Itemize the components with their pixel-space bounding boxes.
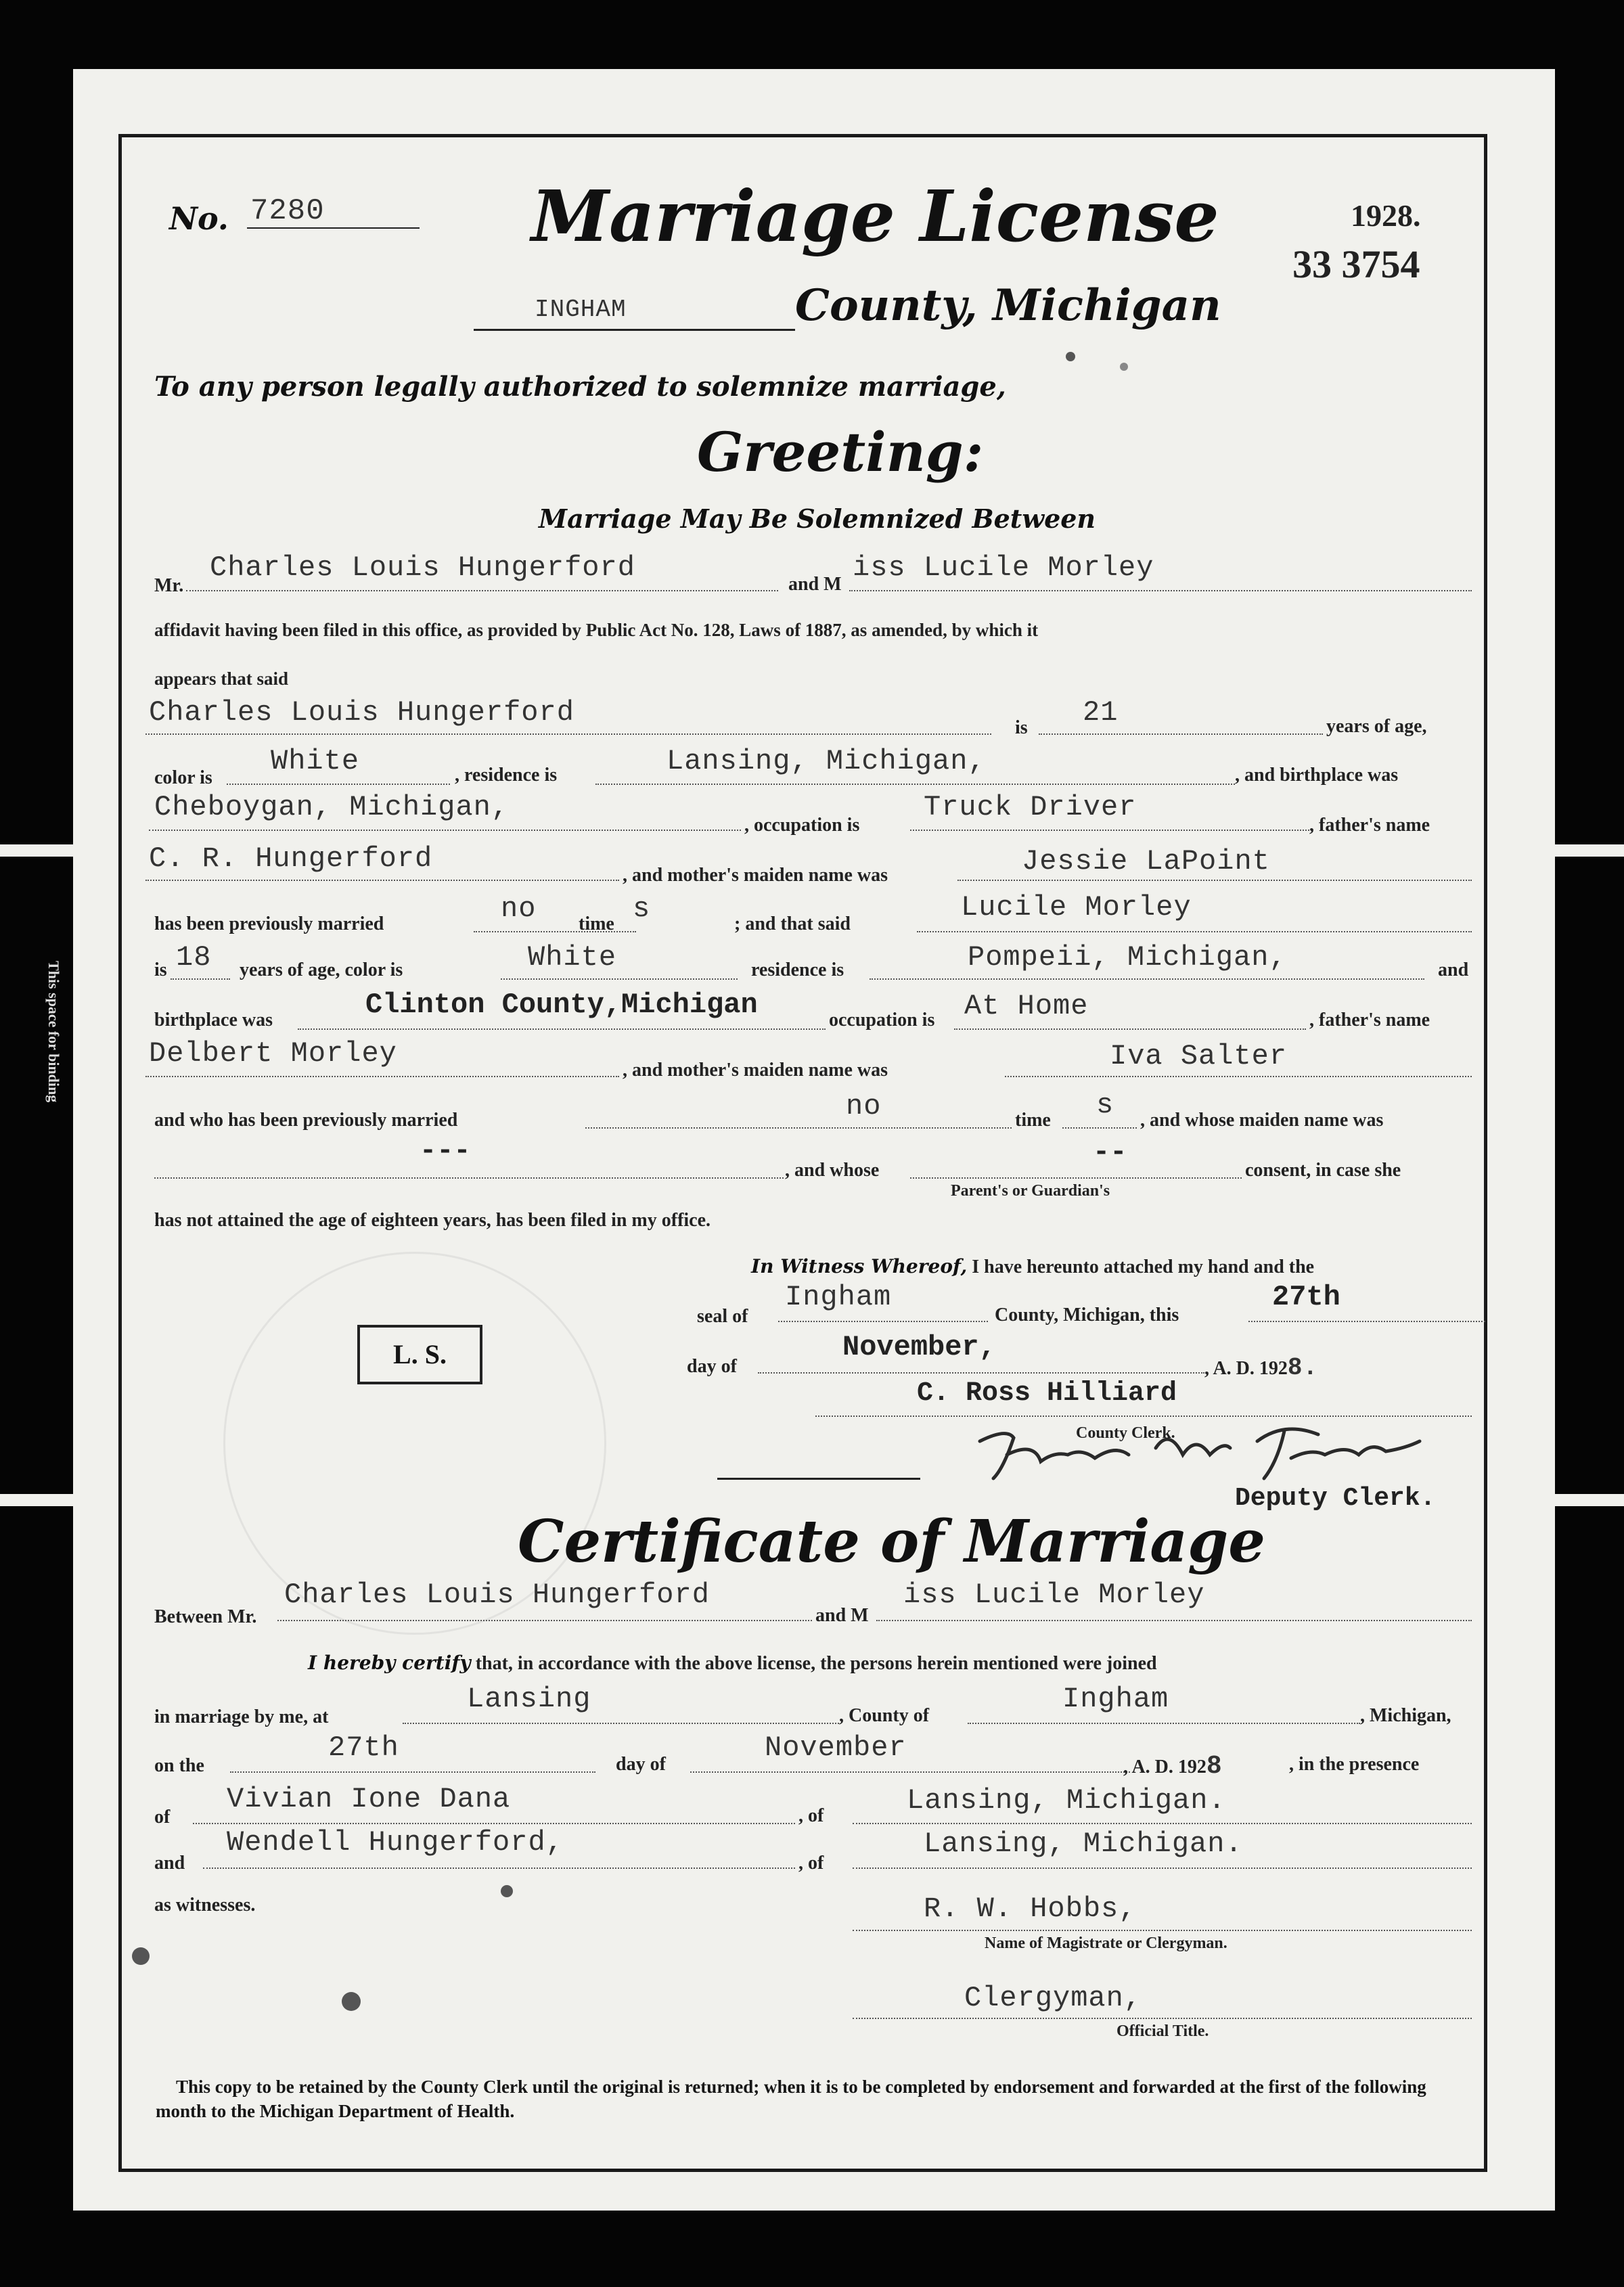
is-label: is [1015, 717, 1028, 738]
bride-mother-label: , and mother's maiden name was [623, 1060, 888, 1081]
bride-occupation-label: occupation is [829, 1010, 935, 1031]
of2-label: , of [798, 1805, 824, 1826]
groom-occupation: Truck Driver [924, 791, 1137, 823]
in-marriage-label: in marriage by me, at [154, 1706, 329, 1727]
county-value: INGHAM [535, 296, 627, 323]
bride-and-label: and [1438, 959, 1469, 980]
years-label: years of age, [1326, 716, 1427, 737]
cert-ad-year [1123, 1754, 1223, 1780]
said-label: ; and that said [734, 913, 851, 934]
solemnized-heading: Marriage May Be Solemnized Between [539, 503, 1096, 534]
address-line: To any person legally authorized to solemnize marriage, [154, 371, 1006, 403]
bride-occupation: At Home [964, 990, 1089, 1022]
birthplace-label: , and birthplace was [1235, 765, 1399, 786]
county-michigan-this: County, Michigan, this [995, 1305, 1179, 1326]
groom-age: 21 [1083, 696, 1119, 729]
cert-bride: iss Lucile Morley [903, 1579, 1205, 1611]
witness-line [751, 1257, 1314, 1277]
left-edge-bar-lower [0, 1494, 73, 1506]
bride-father: Delbert Morley [149, 1037, 397, 1070]
footer-note: This copy to be retained by the County Clerk until the original is returned; when it is to be completed by endorsement and forwarded at the first of the following month to the Michigan Department of Health. [156, 2077, 1426, 2122]
witness2-place: Lansing, Michigan. [924, 1828, 1243, 1860]
of3-label: , of [798, 1853, 824, 1874]
bride-prev-label: and who has been previously married [154, 1110, 458, 1131]
punch-hole [342, 1992, 361, 2011]
bride-mother: Iva Salter [1110, 1040, 1288, 1072]
guardian-label: Parent's or Guardian's [951, 1182, 1110, 1200]
witness-intro: In Witness Whereof, [751, 1255, 968, 1277]
witness-ad-label: , A. D. 192 [1204, 1358, 1288, 1379]
bride-time-label: time [1015, 1110, 1051, 1131]
mr-label: Mr. [154, 575, 184, 596]
right-edge-bar-lower [1555, 1494, 1624, 1506]
document-title: Marriage License [531, 175, 1219, 258]
cert-county: Ingham [1062, 1683, 1169, 1715]
witness1-name: Vivian Ione Dana [227, 1783, 511, 1815]
occupation-label: , occupation is [744, 815, 860, 836]
cert-and-m: and M [815, 1605, 869, 1626]
license-no-label: No. [169, 200, 229, 237]
times-label: time [579, 913, 614, 934]
witness1-place: Lansing, Michigan. [907, 1784, 1226, 1817]
witness-month: November, [842, 1331, 996, 1363]
bride-name: iss Lucile Morley [853, 551, 1154, 584]
ls-box: L. S. [357, 1325, 482, 1384]
groom-birthplace: Cheboygan, Michigan, [154, 791, 510, 823]
county-of-label: , County of [839, 1705, 930, 1726]
left-edge-bar [0, 844, 73, 857]
certificate-title: Certificate of Marriage [518, 1508, 1265, 1576]
residence-label: , residence is [455, 765, 558, 786]
certify-intro: I hereby certify [308, 1652, 471, 1674]
of-label: of [154, 1807, 171, 1828]
consent-value: -- [1093, 1136, 1127, 1169]
groom-father: C. R. Hungerford [149, 842, 433, 875]
witness-ad-year [1204, 1356, 1318, 1380]
attained-text: has not attained the age of eighteen years, has been filed in my office. [154, 1210, 711, 1231]
bride-father-label: , father's name [1309, 1010, 1430, 1031]
on-the-label: on the [154, 1755, 204, 1776]
cert-year: 8 [1206, 1752, 1223, 1781]
witness2-name: Wendell Hungerford, [227, 1826, 564, 1859]
groom-name: Charles Louis Hungerford [210, 551, 635, 584]
bride-birthplace: Clinton County,Michigan [365, 989, 758, 1021]
officiant-name: R. W. Hobbs, [924, 1893, 1137, 1925]
embossed-seal [223, 1252, 606, 1635]
groom-prev-married: no [501, 892, 537, 925]
year-prefix: 1928. [1351, 198, 1421, 233]
bride-birthplace-label: birthplace was [154, 1010, 273, 1031]
consent-label: consent, in case she [1245, 1160, 1401, 1181]
official-title-value: Clergyman, [964, 1982, 1142, 2014]
times-suffix: s [633, 892, 651, 925]
bride-maiden: --- [420, 1135, 471, 1167]
groom-color: White [271, 745, 360, 777]
as-witnesses: as witnesses. [154, 1895, 256, 1916]
license-no-value: 7280 [250, 194, 325, 228]
and-m-label: and M [788, 574, 842, 595]
clerk-label: County Clerk. [1076, 1424, 1175, 1442]
seal-of-label: seal of [697, 1306, 748, 1327]
cert-groom: Charles Louis Hungerford [284, 1579, 710, 1611]
officiant-label: Name of Magistrate or Clergyman. [985, 1934, 1227, 1952]
year-suffix: 8. [1397, 198, 1421, 233]
cert-place: Lansing [467, 1683, 591, 1715]
greeting-heading: Greeting: [697, 420, 984, 484]
appears-text: appears that said [154, 669, 289, 689]
cert-day: 27th [328, 1731, 399, 1764]
deputy-label: Deputy Clerk. [1235, 1484, 1436, 1513]
presence-label: , in the presence [1289, 1754, 1420, 1775]
father-label: , father's name [1309, 815, 1430, 836]
punch-hole [501, 1885, 513, 1897]
groom-mother: Jessie LaPoint [1022, 845, 1270, 878]
mother-label: , and mother's maiden name was [623, 865, 888, 886]
cert-ad-label: , A. D. 192 [1123, 1757, 1206, 1777]
punch-hole [1066, 352, 1075, 361]
county-heading: County, Michigan [795, 280, 1221, 331]
witness-year: 8. [1287, 1354, 1319, 1382]
punch-hole [132, 1947, 150, 1965]
bride-age: 18 [176, 941, 212, 974]
and-label: and [154, 1853, 185, 1874]
punch-hole [1120, 363, 1128, 371]
bride-is-label: is [154, 959, 167, 980]
certify-line [308, 1654, 1157, 1673]
reference-number: 33 3754 [1292, 242, 1420, 286]
between-mr-label: Between Mr. [154, 1606, 257, 1627]
deputy-signature [966, 1414, 1440, 1489]
bride-time-suffix: s [1096, 1089, 1114, 1121]
maiden-label: , and whose maiden name was [1140, 1110, 1384, 1131]
bride-prev-married: no [846, 1090, 882, 1123]
binding-note: This space for binding [45, 961, 62, 1103]
day-of-cert-label: day of [616, 1754, 666, 1775]
bride-name-repeat: Lucile Morley [961, 891, 1192, 924]
witness-county: Ingham [785, 1281, 892, 1313]
clerk-name: C. Ross Hilliard [917, 1378, 1177, 1409]
right-edge-bar [1555, 844, 1624, 857]
bride-residence-label: residence is [751, 959, 844, 980]
whose-label: , and whose [785, 1160, 880, 1181]
official-title-label: Official Title. [1116, 2022, 1209, 2040]
bride-residence: Pompeii, Michigan, [968, 941, 1287, 974]
witness-text: I have hereunto attached my hand and the [972, 1256, 1315, 1277]
bride-color: White [528, 941, 617, 974]
day-of-label: day of [687, 1356, 737, 1377]
bride-years-label: years of age, color is [240, 959, 403, 980]
groom-full-name: Charles Louis Hungerford [149, 696, 574, 729]
witness-day: 27th [1272, 1281, 1340, 1313]
cert-month: November [765, 1731, 907, 1764]
groom-residence: Lansing, Michigan, [667, 745, 986, 777]
prev-married-label: has been previously married [154, 913, 384, 934]
color-label: color is [154, 767, 212, 788]
affidavit-text: affidavit having been filed in this office, as provided by Public Act No. 128, Laws of 1887, as amended, by which it [154, 620, 1039, 640]
certify-text: that, in accordance with the above license, the persons herein mentioned were joined [475, 1653, 1157, 1674]
cert-michigan: , Michigan, [1360, 1705, 1451, 1726]
